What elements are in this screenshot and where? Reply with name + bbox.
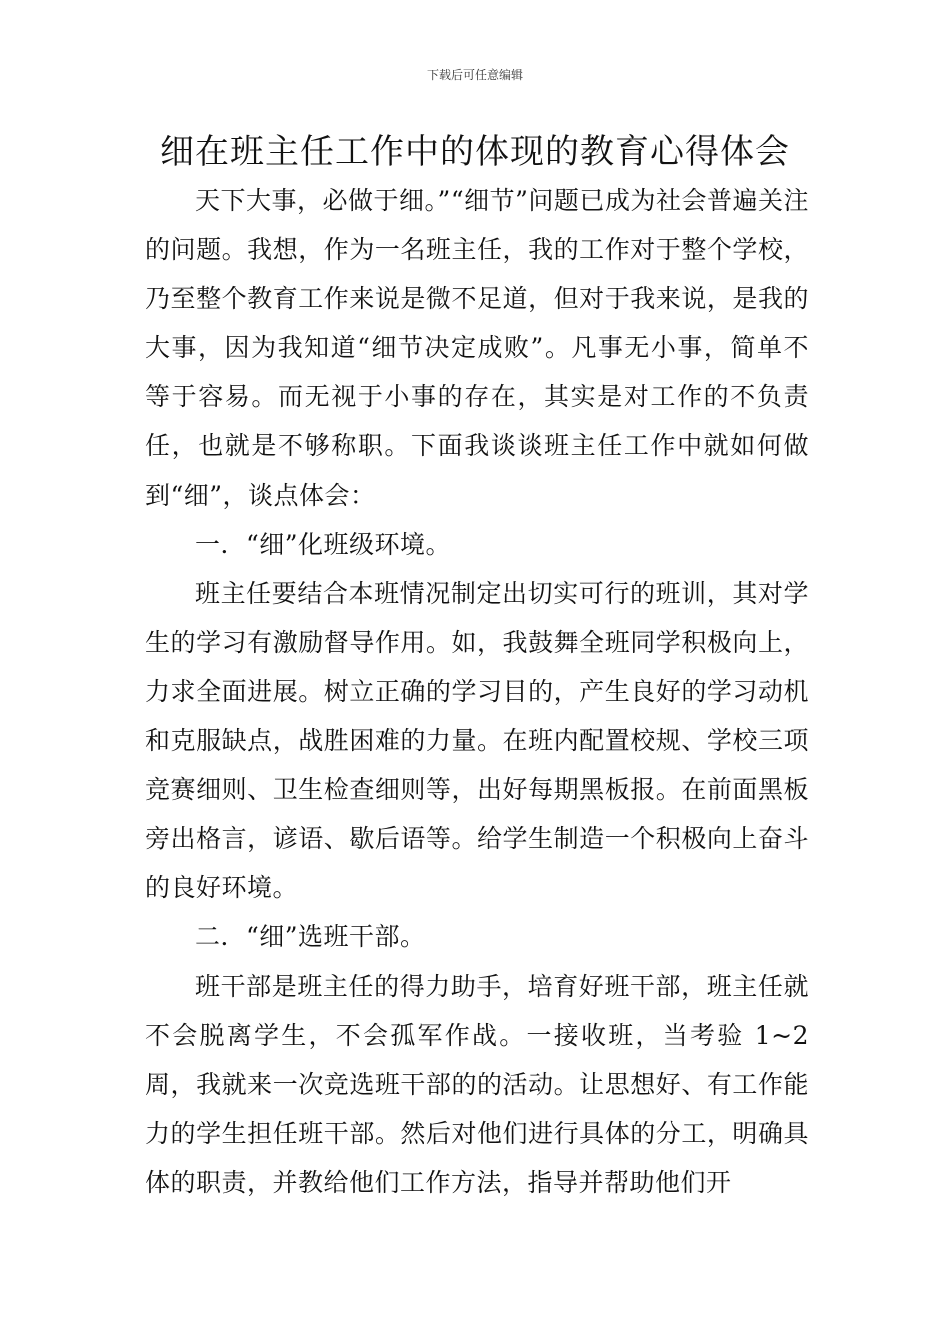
paragraph-intro: 天下大事，必做于细。”“细节”问题已成为社会普遍关注的问题。我想，作为一名班主任，我的工作对于整个学校，乃至整个教育工作来说是微不足道，但对于我来说，是我的大事，因为我知道“细节决定成败”。凡事无小事，简单不等于容易。而无视于小事的存在，其实是对工作的不负责任，也就是不够称职。下面我谈谈班主任工作中就如何做到“细”，谈点体会： bbox=[145, 186, 809, 510]
paragraph-section-1: 班主任要结合本班情况制定出切实可行的班训，其对学生的学习有激励督导作用。如，我鼓舞全班同学积极向上，力求全面进展。树立正确的学习目的，产生良好的学习动机和克服缺点，战胜困难的力量。在班内配置校规、学校三项竞赛细则、卫生检查细则等，出好每期黑板报。在前面黑板旁出格言，谚语、歇后语等。给学生制造一个积极向上奋斗的良好环境。 bbox=[145, 578, 809, 903]
document-title: 细在班主任工作中的体现的教育心得体会 bbox=[160, 132, 790, 172]
section-heading-2: 二．“细”选班干部。 bbox=[195, 922, 426, 952]
header-note: 下载后可任意编辑 bbox=[426, 68, 523, 82]
paragraph-section-2: 班干部是班主任的得力助手，培育好班干部，班主任就不会脱离学生，不会孤军作战。一接收班，当考验 1~2 周，我就来一次竞选班干部的的活动。让思想好、有工作能力的学生担任班干部。然后对他们进行具体的分工，明确具体的职责，并教给他们工作方法，指导并帮助他们开 bbox=[145, 971, 809, 1197]
document-body bbox=[145, 176, 809, 1207]
section-heading-1: 一．“细”化班级环境。 bbox=[195, 529, 452, 559]
